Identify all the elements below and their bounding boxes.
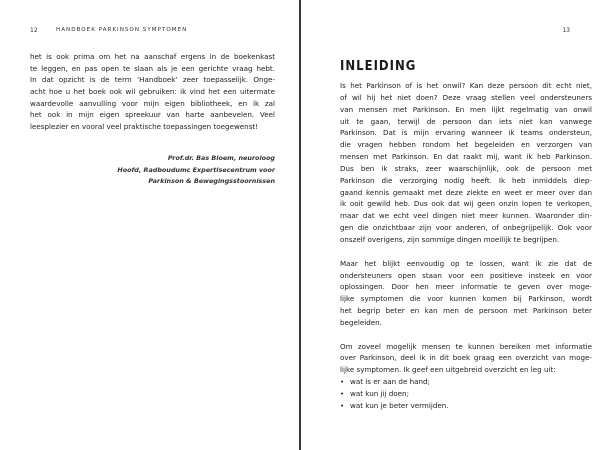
text-line: of wil hij het niet doen? Deze vraag stellen veel ondersteuners	[340, 92, 592, 102]
foreword-signature	[117, 153, 275, 188]
chapter-title: INLEIDING	[340, 58, 417, 74]
bullet-item: • wat is er aan de hand;	[340, 376, 592, 388]
text-line: onszelf overigens, zijn sommige dingen moeilijk te begrijpen.	[340, 234, 560, 244]
text-line: maar dat we echt veel dingen niet meer kunnen. Waaronder din-	[340, 211, 592, 221]
text-line: In dat opzicht is de term ‘Handboek’ zeer toepasselijk. Onge-	[30, 75, 275, 85]
text-line: uit te gaan, terwijl de persoon dan iets niet kan vanwege	[340, 116, 592, 126]
page-number-right: 13	[562, 27, 570, 34]
paragraph-3	[340, 341, 592, 412]
text-line: mensen met Parkinson. En dat raakt mij, want ik heb Parkinson.	[340, 152, 592, 162]
right-page	[301, 0, 600, 450]
text-line: lijke symptomen. Ik geef een uitgebreid overzicht en leg uit:	[340, 365, 556, 375]
signature-role-line: Hoofd, Radboudumc Expertisecentrum voor	[117, 165, 275, 174]
text-line: het is ook prima om het na aanschaf ergens in de boekenkast	[30, 52, 275, 61]
left-paragraph	[30, 51, 275, 133]
bullet-item: • wat kun jij doen;	[340, 388, 592, 400]
text-line: Dus ben ik straks, zeer waarschijnlijk, ook de persoon met	[340, 163, 592, 173]
text-line: Maar het blijkt eenvoudig op te lossen, want ik zie dat de	[340, 258, 592, 268]
text-line: leesplezier en vooral veel praktische toepassingen toegewenst!	[30, 121, 259, 131]
text-line: Parkinson. Dat is mijn ervaring wanneer ik teams ondersteun,	[340, 128, 592, 138]
text-line: van mensen met Parkinson. En men lijkt regelmatig van onwil	[340, 104, 592, 114]
text-line: te leggen, en pas open te slaan als je een gerichte vraag hebt.	[30, 63, 275, 73]
text-line: acht hoe u het boek ook wil gebruiken: ik vind het een uitermate	[30, 86, 275, 96]
bullet-item: • wat kun je beter vermijden.	[340, 400, 592, 412]
text-line: ondersteuners open staan voor een positieve insteek en voor	[340, 270, 592, 280]
text-line: begeleiden.	[340, 317, 382, 327]
paragraph-2	[340, 258, 592, 329]
signature-role-line: Parkinson & Bewegingsstoornissen	[148, 177, 275, 186]
signature-name: Prof.dr. Bas Bloem, neuroloog	[167, 154, 275, 162]
text-line: Om zoveel mogelijk mensen te kunnen bereiken met informatie	[340, 341, 592, 351]
text-line: het begrip beter en kan men de persoon met Parkinson beter	[340, 306, 592, 316]
text-line: over Parkinson, deel ik in dit boek graag een overzicht van moge-	[340, 353, 592, 363]
text-line: lijke symptomen die voor kunnen komen bij Parkinson, wordt	[340, 294, 592, 304]
text-line: gen die onzichtbaar zijn voor anderen, of onbegrijpelijk. Ook voor	[340, 223, 592, 233]
text-line: waardevolle aanvulling voor mijn eigen bibliotheek, en ik zal	[30, 98, 275, 108]
text-line: Is het Parkinson of is het onwil? Kan deze persoon dit echt niet,	[340, 81, 592, 90]
text-line: Parkinson die verzorging nodig heeft. Ik heb inmiddels diep-	[340, 175, 592, 185]
text-line: gaand kennis gemaakt met deze ziekte en weet er meer over dan	[340, 187, 592, 197]
running-head: HANDBOEK PARKINSON SYMPTOMEN	[56, 27, 188, 33]
text-line: het ook in mijn eigen spreekuur van harte aanbevelen. Veel	[30, 110, 275, 120]
text-line: oplossingen. Door hen meer informatie te geven over moge-	[340, 282, 592, 292]
text-line: ik ooit gewild heb. Dus ook dat wij geen onzin lopen te verkopen,	[340, 199, 592, 209]
chapter-body	[340, 80, 592, 423]
page-number-left: 12	[30, 27, 38, 34]
text-line: die vragen hebben rondom het begeleiden en verzorgen van	[340, 140, 592, 150]
paragraph-1	[340, 80, 592, 246]
left-page	[0, 0, 299, 450]
